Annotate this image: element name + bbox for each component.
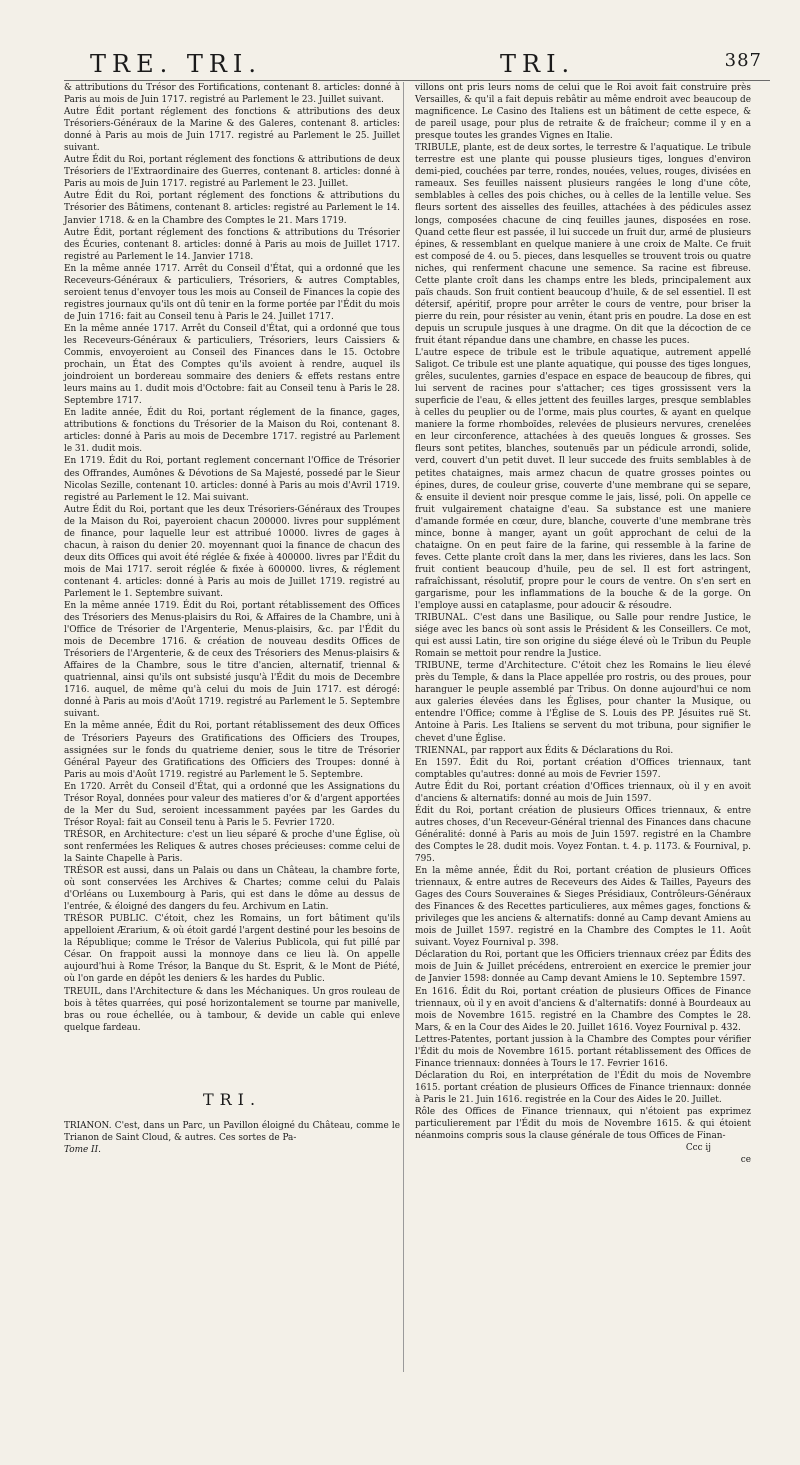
- tome-label: Tome II.: [64, 1144, 101, 1155]
- paragraph: villons ont pris leurs noms de celui que le Roi avoit fait construire près Versailles, & qu'il a fait depuis rebâtir au même endroit avec beaucoup de magnificence. Le Casino des Italiens est un bâtiment de cette espece, & de pareil usage, pour plus de retraite & de fraîcheur; comme il y en a presque toutes les grandes Vignes en Italie.: [415, 83, 751, 142]
- paragraph: Autre Édit du Roi, portant réglement des fonctions & attributions du Trésorier des Bâtimens, contenant 8. articles: registré au Parlement le 14. Janvier 1718. & en la Chambre des Comptes le 21. Mars 1719.: [64, 191, 400, 226]
- running-head-left: TRE. TRI.: [90, 50, 263, 78]
- paragraph: Déclaration du Roi, portant que les Officiers triennaux créez par Édits des mois de Juin & Juillet précédens, entreroient en exercice le premier jour de Janvier 1598: donnée au Camp devant Amiens le 10. Septembre 1597.: [415, 950, 751, 985]
- entry-tresor: TRÉSOR, en Architecture: c'est un lieu séparé & proche d'une Église, où sont renfermées les Reliques & autres choses précieuses: comme celui de la Sainte Chapelle à Paris.: [64, 829, 400, 864]
- left-column: [64, 82, 400, 1156]
- right-column: [415, 82, 751, 1166]
- paragraph: En 1720. Arrêt du Conseil d'État, qui a ordonné que les Assignations du Trésor Royal, données pour valeur des matieres d'or & d'argent apportées de la Mer du Sud, seroient incessamment payées par les Gardes du Trésor Royal: fait au Conseil tenu à Paris le 5. Fevrier 1720.: [64, 781, 400, 828]
- paragraph: Lettres-Patentes, portant jussion à la Chambre des Comptes pour vérifier l'Édit du mois de Novembre 1615. portant rétablissement des Offices de Finance triennaux: données à Tours le 17. Fevrier 1616.: [415, 1034, 751, 1069]
- catchword: ce: [740, 1155, 751, 1166]
- running-head-center: TRI.: [500, 50, 576, 78]
- section-title: TRI.: [202, 1089, 262, 1109]
- paragraph: Autre Édit portant réglement des fonctions & attributions des deux Trésoriers-Généraux de la Marine & des Galeres, contenant 8. articles: donné à Paris au mois de Juin 1717. registré au Parlement le 25. Juillet suivant.: [64, 107, 400, 154]
- signature-mark: Ccc ij: [685, 1143, 711, 1154]
- paragraph: Édit du Roi, portant création de plusieurs Offices triennaux, & entre autres choses, d'un Receveur-Général triennal des Finances dans chacune Généralité: donné à Paris au mois de Juin 1597. registré en la Chambre des Comptes le 28. dudit mois. Voyez Fontan. t. 4. p. 1173. & Fournival, p. 795.: [415, 805, 751, 864]
- paragraph: Autre Édit du Roi, portant réglement des fonctions & attributions de deux Trésoriers de l'Extraordinaire des Guerres, contenant 8. articles: donné à Paris au mois de Juin 1717. registré au Parlement le 23. Juillet.: [64, 155, 400, 190]
- paragraph: En ladite année, Édit du Roi, portant réglement de la finance, gages, attributions & fonctions du Trésorier de la Maison du Roi, contenant 8. articles: donné à Paris au mois de Decembre 1717. registré au Parlement le 31. dudit mois.: [64, 408, 400, 455]
- paragraph: Autre Édit du Roi, portant que les deux Trésoriers-Généraux des Troupes de la Maison du Roi, payeroient chacun 200000. livres pour supplément de finance, pour laquelle leur est attribué 10000. livres de gages à chacun, à raison du denier 20. moyennant quoi la finance de chacun des deux dits Offices qui avoit été réglée & fixée à 400000. livres par l'Édit du mois de Mai 1717. seroit réglée & fixée à 600000. livres, & réglement contenant 4. articles: donné à Paris au mois de Juillet 1719. registré au Parlement le 1. Septembre suivant.: [64, 504, 400, 599]
- paragraph: En la même année 1719. Édit du Roi, portant rétablissement des Offices des Trésoriers des Menus-plaisirs du Roi, & Affaires de la Chambre, uni à l'Office de Trésorier de l'Argenterie, Menus-plaisirs, &c. par l'Édit du mois de Decembre 1716. & création de nouveau desdits Offices de Trésoriers de l'Argenterie, & de ceux des Trésoriers des Menus-plaisirs & Affaires de la Chambre, sous le titre d'ancien, alternatif, triennal & quatriennal, ainsi qu'ils ont subsisté jusqu'à l'Édit du mois de Decembre 1716. auquel, de même qu'à celui du mois de Juin 1717. est dérogé: donné à Paris au mois d'Août 1719. registré au Parlement le 5. Septembre suivant.: [64, 601, 400, 720]
- entry-tribunal: TRIBUNAL. C'est dans une Basilique, ou Salle pour rendre Justice, le siége avec les bancs où sont assis le Président & les Conseillers. Ce mot, qui est aussi Latin, tire son origine du siége élevé où le Tribun du Peuple Romain se mettoit pour rendre la Justice.: [415, 613, 751, 660]
- entry-trianon: TRIANON. C'est, dans un Parc, un Pavillon éloigné du Château, comme le Trianon de Saint Cloud, & autres. Ces sortes de Pa-: [64, 1120, 400, 1143]
- paragraph: En 1597. Édit du Roi, portant création d'Offices triennaux, tant comptables qu'autres: donné au mois de Fevrier 1597.: [415, 757, 751, 780]
- entry-tresor-public: TRÉSOR PUBLIC. C'étoit, chez les Romains, un fort bâtiment qu'ils appelloient Ærarium, & où étoit gardé l'argent destiné pour les besoins de la République; comme le Trésor de Valerius Publicola, qui fut pillé par César. On frappoit aussi la monnoye dans ce lieu là. On appelle aujourd'hui à Rome Trésor, la Banque du St. Esprit, & le Mont de Piété, où l'on garde en dépôt les deniers & les hardes du Public.: [64, 914, 400, 985]
- paragraph: Déclaration du Roi, en interprétation de l'Édit du mois de Novembre 1615. portant création de plusieurs Offices de Finance triennaux: donnée à Paris le 21. Juin 1616. registrée en la Cour des Aides le 20. Juillet.: [415, 1070, 751, 1105]
- paragraph: Autre Édit, portant réglement des fonctions & attributions du Trésorier des Écuries, contenant 8. articles: donné à Paris au mois de Juillet 1717. registré au Parlement le 14. Janvier 1718.: [64, 227, 400, 262]
- entry-tribune: TRIBUNE, terme d'Architecture. C'étoit chez les Romains le lieu élevé près du Temple, & dans la Place appellée pro rostris, ou des proues, pour haranguer le peuple assemblé par Tribus. On donne aujourd'hui ce nom aux galeries élevées dans les Églises, pour chanter la Musique, ou entendre l'Office; comme à l'Église de S. Louis des PP. Jésuites ruë St. Antoine à Paris. Les Italiens se servent du mot tribuna, pour signifier le chevet d'une Église.: [415, 661, 751, 744]
- entry-triennal: TRIENNAL, par rapport aux Édits & Déclarations du Roi.: [415, 745, 674, 756]
- paragraph: L'autre espece de tribule est le tribule aquatique, autrement appellé Saligot. Ce tribule est une plante aquatique, qui pousse des tiges longues, grêles, suculentes, garnies d'espace en espace de beaucoup de fibres, qui lui servent de racines pour s'attacher; ces tiges grossissent vers la superficie de l'eau, & elles jettent des feuilles larges, presque semblables à celles du peuplier ou de l'orme, mais plus courtes, & ayant en quelque maniere la forme rhomboïdes, relevées de plusieurs nervures, crenelées en leur circonference, attachées à des queuës longues & grosses. Ses fleurs sont petites, blanches, soutenuës par un pédicule arrondi, solide, verd, couvert d'un petit duvet. Il leur succede des fruits semblables à de petites chataignes, mais armez chacun de quatre grosses pointes ou épines, dures, de couleur grise, couverte d'une membrane qui se separe, & ensuite il devient noir presque comme le jais, lissé, poli. On appelle ce fruit vulgairement chataigne d'eau. Sa substance est une maniere d'amande formée en cœur, dure, blanche, couverte d'une membrane très mince, bonne à manger, ayant un goût approchant de celui de la chataigne. On en peut faire de la farine, qui ressemble à la farine de feves. Cette plante croît dans la mer, dans les rivieres, dans les lacs. Son fruit contient beaucoup d'huile, peu de sel. Il est fort astringent, rafraîchissant, résolutif, propre pour le cours de ventre. On s'en sert en gargarisme, pour les inflammations de la bouche & de la gorge. On l'employe aussi en cataplasme, pour adoucir & résoudre.: [415, 348, 751, 612]
- paragraph: En la même année, Édit du Roi, portant rétablissement des deux Offices de Trésoriers Payeurs des Gratifications des Officiers des Troupes, assignées sur le fonds du quatrieme denier, sous le titre de Trésorier Général Payeur des Gratifications des Officiers des Troupes: donné à Paris au mois d'Août 1719. registré au Parlement le 5. Septembre.: [64, 721, 400, 780]
- paragraph: En 1616. Édit du Roi, portant création de plusieurs Offices de Finance triennaux, où il y en avoit d'anciens & d'alternatifs: donné à Bourdeaux au mois de Novembre 1615. registré en la Chambre des Comptes le 28. Mars, & en la Cour des Aides le 20. Juillet 1616. Voyez Fournival p. 432.: [415, 986, 751, 1033]
- entry-treuil: TREUIL, dans l'Architecture & dans les Méchaniques. Un gros rouleau de bois à têtes quarrées, qui posé horizontalement se tourne par manivelle, bras ou roue échellée, ou à tambour, & devide un cable qui enleve quelque fardeau.: [64, 986, 400, 1033]
- entry-tribule: TRIBULE, plante, est de deux sortes, le terrestre & l'aquatique. Le tribule terrestre est une plante qui pousse plusieurs tiges, longues d'environ demi-pied, couchées par terre, rondes, nouées, velues, rouges, divisées en rameaux. Ses feuilles naissent plusieurs rangées le long d'une côte, semblables à celles des pois chiches, ou à celles de la lentille velue. Ses fleurs sortent des aisselles des feuilles, attachées à des pédicules assez longs, composées chacune de cinq feuilles jaunes, disposées en rose. Quand cette fleur est passée, il lui succede un fruit dur, armé de plusieurs épines, & ressemblant en quelque maniere à une croix de Malte. Ce fruit est composé de 4. ou 5. pieces, dans lesquelles se trouvent trois ou quatre niches, qui renferment chacune une semence. Sa racine est fibreuse. Cette plante croît dans les champs entre les bleds, principalement aux païs chauds. Son fruit contient beaucoup d'huile, & de sel essentiel. Il est détersif, apéritif, propre pour arrêter le cours de ventre, pour briser la pierre du rein, pour résister au venin, étant pris en poudre. La dose en est depuis un scrupule jusques à une dragme. On dit que la décoction de ce fruit étant répandue dans une chambre, en chasse les puces.: [415, 143, 751, 346]
- header-rule: [64, 80, 770, 81]
- paragraph: En la même année 1717. Arrêt du Conseil d'État, qui a ordonné que tous les Receveurs-Généraux & particuliers, Trésoriers, leurs Caissiers & Commis, envoyeroient au Conseil des Finances dans le 15. Octobre prochain, un État des Comptes qu'ils avoient à rendre, auquel ils joindroient un bordereau sommaire des deniers & effets restans entre leurs mains au 1. dudit mois d'Octobre: fait au Conseil tenu à Paris le 28. Septembre 1717.: [64, 323, 400, 407]
- paragraph: Rôle des Offices de Finance triennaux, qui n'étoient pas exprimez particulierement par l'Édit du mois de Novembre 1615. & qui étoient néanmoins compris sous la clause générale de tous Offices de Finan-: [415, 1106, 751, 1142]
- paragraph: Autre Édit du Roi, portant création d'Offices triennaux, où il y en avoit d'anciens & alternatifs: donné au mois de Juin 1597.: [415, 781, 751, 804]
- column-divider: [403, 82, 404, 1372]
- paragraph: & attributions du Trésor des Fortifications, contenant 8. articles: donné à Paris au mois de Juin 1717. registré au Parlement le 23. Juillet suivant.: [64, 83, 400, 106]
- paragraph: En 1719. Édit du Roi, portant reglement concernant l'Office de Trésorier des Offrandes, Aumônes & Dévotions de Sa Majesté, possedé par le Sieur Nicolas Sezille, contenant 10. articles: donné à Paris au mois d'Avril 1719. registré au Parlement le 12. Mai suivant.: [64, 456, 400, 503]
- entry-tresor-chambre: TRÉSOR est aussi, dans un Palais ou dans un Château, la chambre forte, où sont conservées les Archives & Chartes; comme celui du Palais d'Orléans ou Luxembourg à Paris, qui est dans le dôme au dessus de l'entrée, & éloigné des dangers du feu. Archivum en Latin.: [64, 866, 400, 913]
- paragraph: En la même année, Édit du Roi, portant création de plusieurs Offices triennaux, & entre autres de Receveurs des Aides & Tailles, Payeurs des Gages des Cours Souveraines & Sieges Présidiaux, Contrôleurs-Généraux des Finances & des Recettes particulieres, aux mêmes gages, fonctions & privileges que les anciens & alternatifs: donné au Camp devant Amiens au mois de Juillet 1597. registré en la Chambre des Comptes le 11. Août suivant. Voyez Fournival p. 398.: [415, 866, 751, 949]
- paragraph: En la même année 1717. Arrêt du Conseil d'État, qui a ordonné que les Receveurs-Généraux & particuliers, Trésoriers, & autres Comptables, seroient tenus d'envoyer tous les mois au Conseil de Finances la copie des registres journaux qu'ils ont dû tenir en la forme portée par l'Édit du mois de Juin 1716: fait au Conseil tenu à Paris le 24. Juillet 1717.: [64, 263, 400, 322]
- running-head: [70, 50, 770, 80]
- page-number: 387: [724, 50, 762, 71]
